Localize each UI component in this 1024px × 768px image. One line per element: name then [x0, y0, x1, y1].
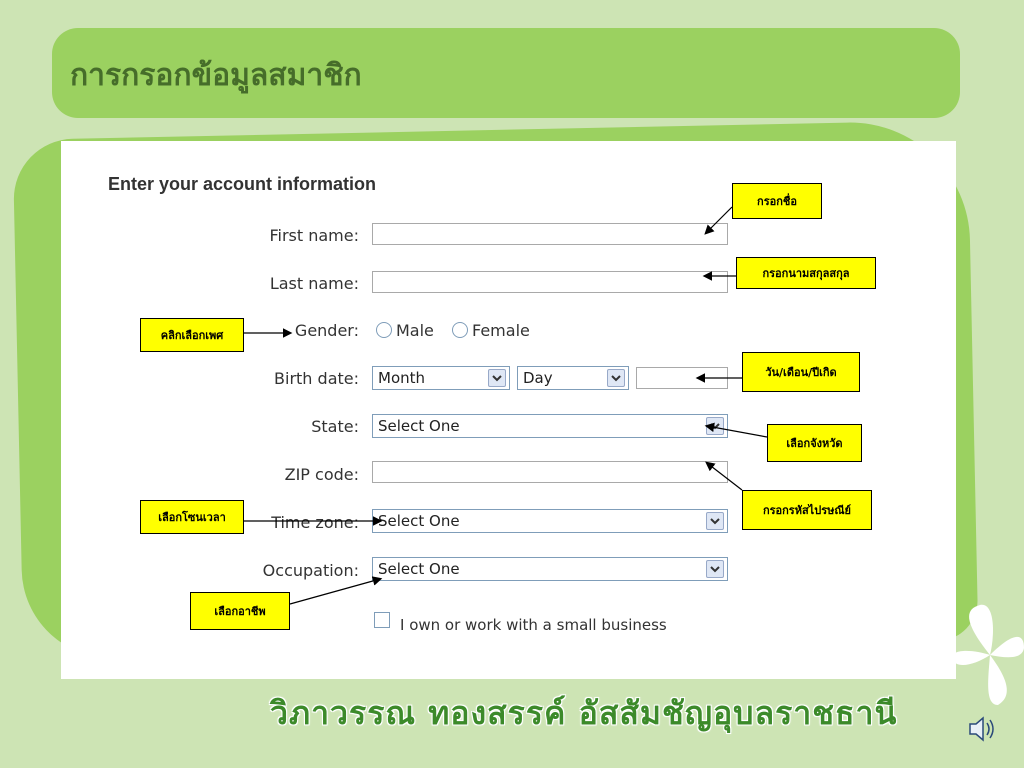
- occupation-value: Select One: [378, 560, 460, 578]
- small-business-label: I own or work with a small business: [400, 616, 667, 634]
- state-label: State:: [311, 417, 359, 436]
- note-gender: คลิกเลือกเพศ: [140, 318, 244, 352]
- note-zip: กรอกรหัสไปรษณีย์: [742, 490, 872, 530]
- occupation-label: Occupation:: [262, 561, 359, 580]
- gender-male-label: Male: [396, 321, 434, 340]
- last-name-label: Last name:: [269, 274, 359, 293]
- note-birth-date: วัน/เดือน/ปีเกิด: [742, 352, 860, 392]
- time-zone-label: Time zone:: [271, 513, 359, 532]
- birth-day-value: Day: [523, 369, 553, 387]
- note-occupation: เลือกอาชีพ: [190, 592, 290, 630]
- birth-date-label: Birth date:: [274, 369, 359, 388]
- form-heading: Enter your account information: [108, 174, 377, 194]
- slide-footer: วิภาวรรณ ทองสรรค์ อัสสัมชัญอุบลราชธานี: [270, 694, 898, 732]
- note-time-zone: เลือกโซนเวลา: [140, 500, 244, 534]
- state-value: Select One: [378, 417, 460, 435]
- note-last-name: กรอกนามสกุลสกุล: [736, 257, 876, 289]
- speaker-icon[interactable]: [966, 712, 1000, 746]
- note-state: เลือกจังหวัด: [767, 424, 862, 462]
- time-zone-value: Select One: [378, 512, 460, 530]
- note-first-name: กรอกชื่อ: [732, 183, 822, 219]
- gender-female-label: Female: [472, 321, 530, 340]
- slide-title: การกรอกข้อมูลสมาชิก: [70, 58, 362, 93]
- zip-label: ZIP code:: [284, 465, 359, 484]
- first-name-label: First name:: [269, 226, 359, 245]
- gender-label: Gender:: [294, 321, 359, 340]
- birth-month-value: Month: [378, 369, 426, 387]
